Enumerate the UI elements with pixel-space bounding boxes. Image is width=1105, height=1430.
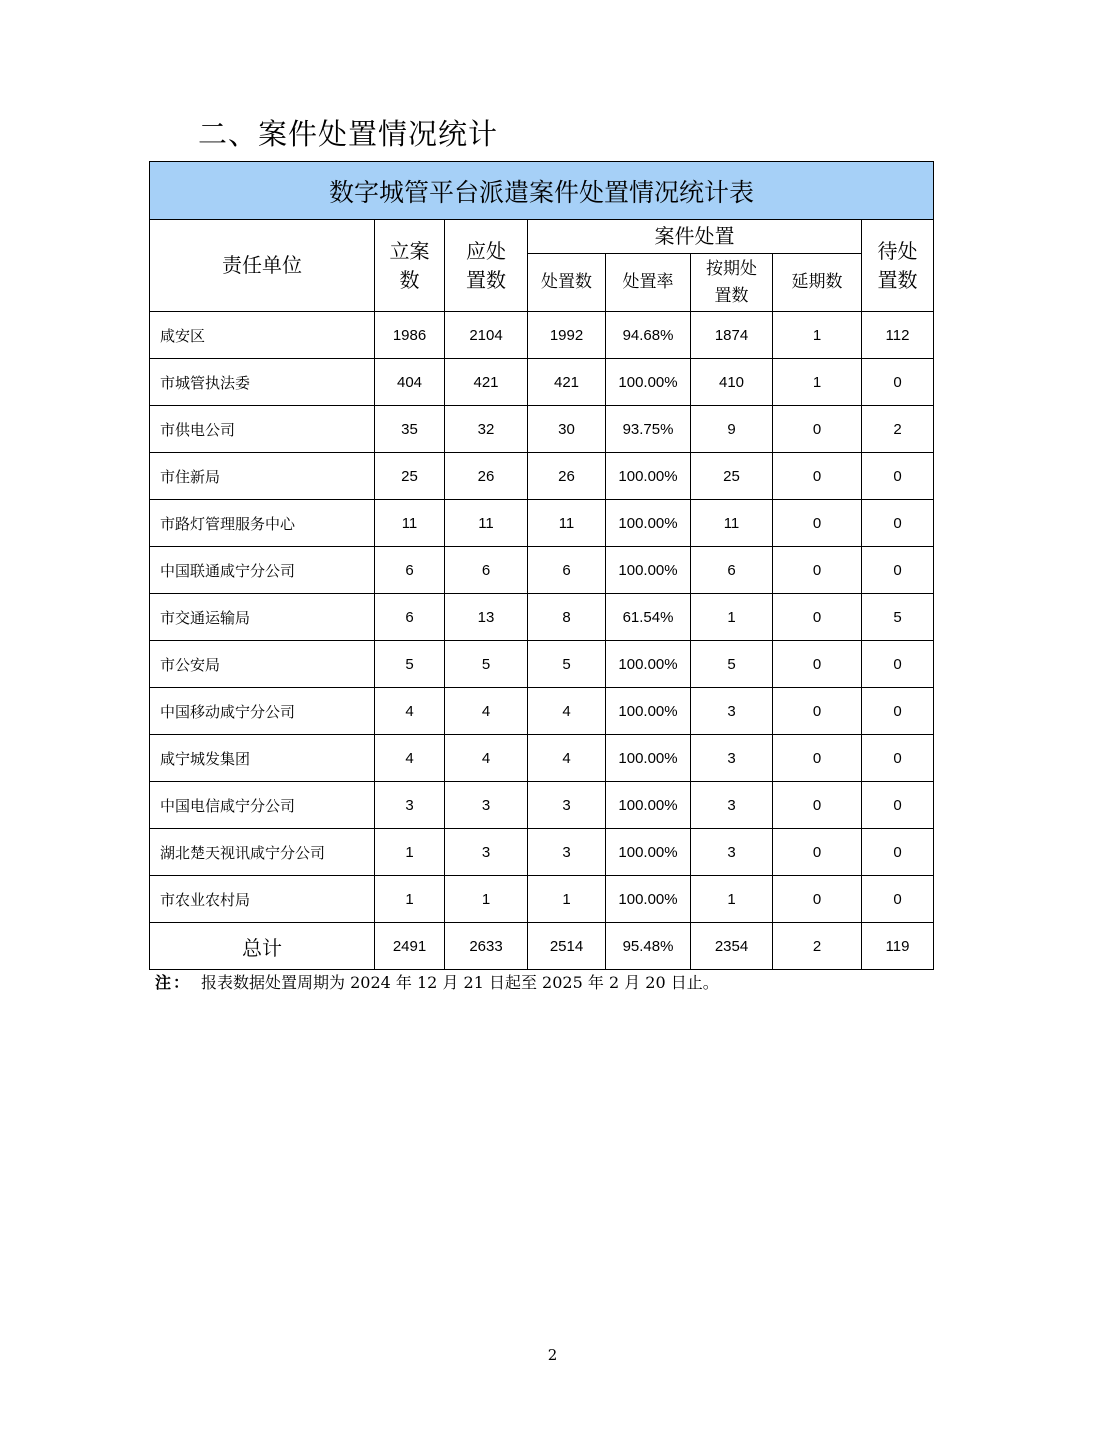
table-row — [150, 406, 934, 453]
cell-ontime: 3 — [691, 829, 773, 876]
cell-due: 5 — [445, 641, 528, 688]
cell-rate: 100.00% — [606, 688, 691, 735]
cell-pending: 0 — [862, 547, 934, 594]
cell-handled: 4 — [528, 688, 606, 735]
cell-filed: 5 — [375, 641, 445, 688]
cell-delayed: 0 — [773, 688, 862, 735]
header-rate: 处置率 — [606, 254, 691, 312]
cell-pending: 2 — [862, 406, 934, 453]
cell-ontime: 11 — [691, 500, 773, 547]
cell-rate: 100.00% — [606, 829, 691, 876]
cell-filed: 3 — [375, 782, 445, 829]
table-row — [150, 641, 934, 688]
cell-rate: 100.00% — [606, 547, 691, 594]
table-row — [150, 500, 934, 547]
cell-unit: 市路灯管理服务中心 — [150, 500, 375, 547]
header-delayed: 延期数 — [773, 254, 862, 312]
cell-delayed: 0 — [773, 594, 862, 641]
table-row — [150, 735, 934, 782]
cell-due: 11 — [445, 500, 528, 547]
cell-unit: 市交通运输局 — [150, 594, 375, 641]
cell-delayed: 0 — [773, 453, 862, 500]
total-ontime: 2354 — [691, 923, 773, 970]
cell-due: 2104 — [445, 312, 528, 359]
header-ontime — [691, 254, 773, 312]
cell-unit: 中国电信咸宁分公司 — [150, 782, 375, 829]
cell-pending: 0 — [862, 735, 934, 782]
cell-rate: 100.00% — [606, 359, 691, 406]
cell-filed: 404 — [375, 359, 445, 406]
cell-handled: 4 — [528, 735, 606, 782]
total-filed: 2491 — [375, 923, 445, 970]
cell-ontime: 9 — [691, 406, 773, 453]
table-note — [155, 970, 719, 996]
cell-unit: 市住新局 — [150, 453, 375, 500]
header-due — [445, 220, 528, 312]
cell-delayed: 1 — [773, 312, 862, 359]
note-label: 注： — [155, 973, 192, 992]
cell-handled: 3 — [528, 829, 606, 876]
header-ontime-line2: 置数 — [714, 285, 749, 306]
cell-delayed: 0 — [773, 641, 862, 688]
cell-pending: 0 — [862, 359, 934, 406]
page-number: 2 — [547, 1346, 558, 1364]
cell-rate: 100.00% — [606, 876, 691, 923]
table-row — [150, 782, 934, 829]
cell-handled: 1 — [528, 876, 606, 923]
cell-handled: 30 — [528, 406, 606, 453]
cell-pending: 0 — [862, 782, 934, 829]
total-label: 总计 — [150, 923, 375, 970]
header-group: 案件处置 — [528, 220, 862, 254]
cell-due: 26 — [445, 453, 528, 500]
cell-filed: 1986 — [375, 312, 445, 359]
cell-delayed: 0 — [773, 782, 862, 829]
cell-due: 3 — [445, 782, 528, 829]
cell-due: 13 — [445, 594, 528, 641]
cell-filed: 6 — [375, 594, 445, 641]
table-row — [150, 829, 934, 876]
cell-rate: 100.00% — [606, 500, 691, 547]
table-title: 数字城管平台派遣案件处置情况统计表 — [150, 162, 934, 220]
cell-unit: 咸安区 — [150, 312, 375, 359]
table-row — [150, 312, 934, 359]
cell-due: 6 — [445, 547, 528, 594]
cell-ontime: 6 — [691, 547, 773, 594]
header-due-line2: 置数 — [466, 267, 506, 292]
cell-unit: 市供电公司 — [150, 406, 375, 453]
table-row — [150, 876, 934, 923]
cell-ontime: 410 — [691, 359, 773, 406]
header-filed-line2: 数 — [399, 267, 420, 292]
cell-filed: 6 — [375, 547, 445, 594]
cell-rate: 94.68% — [606, 312, 691, 359]
cell-handled: 1992 — [528, 312, 606, 359]
cell-handled: 5 — [528, 641, 606, 688]
cell-delayed: 0 — [773, 406, 862, 453]
cell-due: 4 — [445, 688, 528, 735]
table-row — [150, 547, 934, 594]
cell-unit: 市农业农村局 — [150, 876, 375, 923]
header-unit: 责任单位 — [150, 220, 375, 312]
table-row — [150, 359, 934, 406]
cell-ontime: 5 — [691, 641, 773, 688]
cell-ontime: 1 — [691, 594, 773, 641]
cell-due: 4 — [445, 735, 528, 782]
cell-handled: 26 — [528, 453, 606, 500]
cell-rate: 61.54% — [606, 594, 691, 641]
header-filed-line1: 立案 — [389, 238, 430, 263]
cell-handled: 3 — [528, 782, 606, 829]
cell-pending: 0 — [862, 829, 934, 876]
cell-delayed: 0 — [773, 829, 862, 876]
header-pending-line1: 待处 — [877, 238, 918, 263]
cell-ontime: 25 — [691, 453, 773, 500]
total-due: 2633 — [445, 923, 528, 970]
cell-due: 1 — [445, 876, 528, 923]
cell-rate: 100.00% — [606, 453, 691, 500]
cell-unit: 中国联通咸宁分公司 — [150, 547, 375, 594]
cell-unit: 咸宁城发集团 — [150, 735, 375, 782]
cell-delayed: 0 — [773, 547, 862, 594]
cell-unit: 中国移动咸宁分公司 — [150, 688, 375, 735]
cell-filed: 11 — [375, 500, 445, 547]
header-pending — [862, 220, 934, 312]
total-delayed: 2 — [773, 923, 862, 970]
cell-unit: 市城管执法委 — [150, 359, 375, 406]
statistics-table — [149, 161, 934, 970]
cell-due: 32 — [445, 406, 528, 453]
header-ontime-line1: 按期处 — [706, 258, 757, 279]
table-row — [150, 453, 934, 500]
table-body — [150, 312, 934, 923]
header-due-line1: 应处 — [466, 238, 506, 263]
cell-handled: 6 — [528, 547, 606, 594]
cell-unit: 市公安局 — [150, 641, 375, 688]
cell-rate: 93.75% — [606, 406, 691, 453]
cell-ontime: 3 — [691, 688, 773, 735]
total-row — [150, 923, 934, 970]
cell-unit: 湖北楚天视讯咸宁分公司 — [150, 829, 375, 876]
cell-rate: 100.00% — [606, 782, 691, 829]
cell-ontime: 1874 — [691, 312, 773, 359]
cell-filed: 25 — [375, 453, 445, 500]
table-row — [150, 688, 934, 735]
cell-ontime: 3 — [691, 735, 773, 782]
cell-delayed: 0 — [773, 876, 862, 923]
cell-pending: 5 — [862, 594, 934, 641]
total-pending: 119 — [862, 923, 934, 970]
cell-filed: 1 — [375, 829, 445, 876]
cell-filed: 4 — [375, 688, 445, 735]
cell-pending: 0 — [862, 500, 934, 547]
note-text: 报表数据处置周期为 2024 年 12 月 21 日起至 2025 年 2 月 20 日止。 — [201, 973, 719, 992]
cell-pending: 0 — [862, 876, 934, 923]
cell-pending: 0 — [862, 453, 934, 500]
cell-due: 3 — [445, 829, 528, 876]
section-heading: 二、案件处置情况统计 — [198, 117, 499, 151]
cell-delayed: 0 — [773, 735, 862, 782]
cell-handled: 11 — [528, 500, 606, 547]
header-pending-line2: 置数 — [877, 267, 918, 292]
cell-pending: 0 — [862, 641, 934, 688]
cell-due: 421 — [445, 359, 528, 406]
cell-handled: 421 — [528, 359, 606, 406]
cell-rate: 100.00% — [606, 641, 691, 688]
cell-ontime: 1 — [691, 876, 773, 923]
header-handled: 处置数 — [528, 254, 606, 312]
cell-pending: 0 — [862, 688, 934, 735]
cell-filed: 1 — [375, 876, 445, 923]
cell-ontime: 3 — [691, 782, 773, 829]
cell-filed: 4 — [375, 735, 445, 782]
total-handled: 2514 — [528, 923, 606, 970]
cell-rate: 100.00% — [606, 735, 691, 782]
total-rate: 95.48% — [606, 923, 691, 970]
cell-pending: 112 — [862, 312, 934, 359]
header-filed — [375, 220, 445, 312]
cell-filed: 35 — [375, 406, 445, 453]
table-row — [150, 594, 934, 641]
cell-delayed: 0 — [773, 500, 862, 547]
cell-delayed: 1 — [773, 359, 862, 406]
cell-handled: 8 — [528, 594, 606, 641]
